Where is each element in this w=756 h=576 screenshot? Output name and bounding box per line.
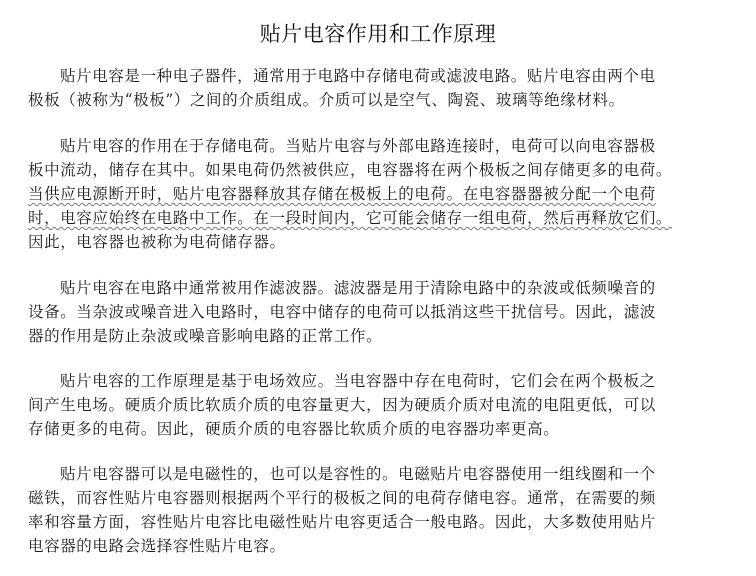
paragraph-line: 贴片电容器可以是电磁性的，也可以是容性的。电磁贴片电容器使用一组线圈和一个 xyxy=(60,465,656,483)
paragraph-line: 板中流动，储存在其中。如果电荷仍然被供应，电容器将在两个极板之间存储更多的电荷。 xyxy=(28,161,673,179)
paragraph-line: 设备。当杂波或噪音进入电路时，电容中储存的电荷可以抵消这些干扰信号。因此，滤波 xyxy=(28,303,656,321)
paragraph-line: 贴片电容的工作原理是基于电场效应。当电容器中存在电荷时，它们会在两个极板之 xyxy=(60,372,656,390)
paragraph-5 xyxy=(28,462,728,558)
paragraph-line: 磁铁，而容性贴片电容器则根据两个平行的极板之间的电荷存储电容。通常，在需要的频 xyxy=(28,489,656,507)
paragraph-line: 电容器的电路会选择容性贴片电容。 xyxy=(28,537,286,555)
paragraph-line-spellcheck-flagged[interactable] xyxy=(28,206,728,230)
document-title: 贴片电容作用和工作原理 xyxy=(259,22,497,46)
paragraph-line: 贴片电容的作用在于存储电荷。当贴片电容与外部电路连接时，电荷可以向电容器极 xyxy=(60,137,656,155)
paragraph-line-spellcheck-flagged[interactable] xyxy=(28,182,728,206)
paragraph-line: 因此，电容器也被称为电荷储存器。 xyxy=(28,233,286,251)
paragraph-line: 间产生电场。硬质介质比软质介质的电容量更大，因为硬质介质对电流的电阻更低，可以 xyxy=(28,396,656,414)
paragraph-line: 器的作用是防止杂波或噪音影响电路的正常工作。 xyxy=(28,327,383,345)
spellcheck-wavy-underline[interactable]: 当供应电源断开时，贴片电容器释放其存储在极板上的电荷。在电容器器被分配一个电荷 xyxy=(28,185,656,203)
paragraph-4 xyxy=(28,369,728,441)
paragraph-line: 贴片电容是一种电子器件，通常用于电路中存储电荷或滤波电路。贴片电容由两个电 xyxy=(60,67,656,85)
paragraph-line: 存储更多的电荷。因此，硬质介质的电容器比软质介质的电容器功率更高。 xyxy=(28,420,560,438)
paragraph-2 xyxy=(28,134,728,254)
paragraph-3 xyxy=(28,276,728,348)
paragraph-line: 贴片电容在电路中通常被用作滤波器。滤波器是用于清除电路中的杂波或低频噪音的 xyxy=(60,279,656,297)
paragraph-line: 率和容量方面，容性贴片电容比电磁性贴片电容更适合一般电路。因此，大多数使用贴片 xyxy=(28,513,656,531)
paragraph-line: 极板（被称为“极板”）之间的介质组成。介质可以是空气、陶瓷、玻璃等绝缘材料。 xyxy=(28,91,625,109)
paragraph-1 xyxy=(28,64,728,112)
spellcheck-wavy-underline[interactable]: 时，电容应始终在电路中工作。在一段时间内，它可能会储存一组电荷，然后再释放它们。 xyxy=(28,209,673,227)
